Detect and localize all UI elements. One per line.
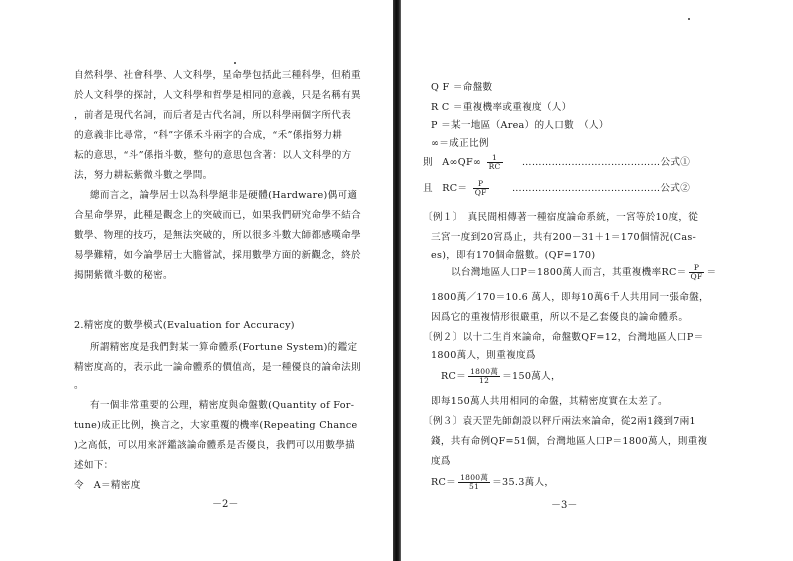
formula-1 (423, 154, 690, 171)
right-page (401, 0, 793, 561)
formula-lhs: RC＝ (431, 477, 457, 488)
text-line: 有一個非常重要的公理，精密度與命盤數(Quantity of For- (90, 400, 355, 411)
example-line: 1800萬／170＝10.6 萬人，即每10萬6千人共用同一張命盤， (431, 292, 709, 303)
text-line: 的意義非比尋常，“科”字係禾斗兩字的合成，“禾”係指努力耕 (74, 130, 343, 141)
text-line: 述如下： (74, 460, 114, 471)
text-line: )之高低，可以用來評鑑該論命體系是否優良，我們可以用數學描 (74, 440, 356, 451)
fraction-denominator: RC (488, 162, 501, 171)
formula-prefix: 且 (423, 183, 433, 194)
definition-line: Q F ＝命盤數 (431, 82, 493, 93)
text-line: 所謂精密度是我們對某一算命體系(Fortune System)的鑑定 (90, 342, 358, 353)
text-line: 自然科學、社會科學、人文科學，星命學包括此三種科學，但稍重 (74, 70, 361, 81)
page-number: －2－ (212, 499, 239, 510)
formula-2 (423, 180, 690, 197)
fraction-numerator: P (689, 264, 705, 273)
fraction (458, 474, 490, 491)
fraction (473, 180, 489, 197)
page-number: －3－ (551, 500, 578, 511)
text-line: 。 (74, 380, 84, 391)
fraction (468, 368, 500, 385)
text-line: 精密度高的，表示此一論命體系的價值高，是一種優良的論命法則 (74, 362, 361, 373)
fraction (689, 264, 705, 281)
example-2-formula (441, 368, 561, 385)
example-line: 錢，共有命例QF=51個，台灣地區人口P＝1800萬人，則重複 (431, 436, 708, 447)
section-heading: 2.精密度的數學模式(Evaluation for Accuracy) (74, 320, 295, 331)
definition-line: R C ＝重複機率或重複度（人） (431, 102, 572, 113)
text-line: 揭開紫微斗數的秘密。 (74, 270, 173, 281)
fraction-denominator: QF (690, 272, 703, 281)
example-rc-line (451, 264, 716, 281)
example-line: es)，即有170個命盤數。(QF=170) (431, 250, 596, 261)
example-line: 三宮一度到20宮爲止，共有200－31＋1＝170個情況(Cas- (431, 232, 697, 243)
example-line: 即每150萬人共用相同的命盤，其精密度實在太差了。 (431, 396, 668, 407)
example-line: 因爲它的重複情形很嚴重，所以不是乙套優良的論命體系。 (431, 312, 689, 323)
formula-lhs: RC＝ (441, 371, 467, 382)
formula-expr: A∞QF∞ (442, 157, 482, 168)
example-rc-text: 以台灣地區人口P＝1800萬人而言，其重複機率RC＝ (451, 267, 687, 278)
leader-dots: …………………………………… (521, 157, 661, 168)
text-line: 耘的意思，“斗”係指斗數，整句的意思包含著：以人文科學的方 (74, 150, 352, 161)
text-line: 令 A＝精密度 (74, 480, 141, 491)
formula-label: 公式② (660, 183, 691, 194)
text-line: 易學難精，如今論學居士大膽嘗試，採用數學方面的新觀念，終於 (74, 250, 361, 261)
fraction-numerator: 1800萬 (460, 473, 489, 482)
example-line: 〔例１〕 真民間相傳著一種宿度論命系統，一宮等於10度，從 (423, 212, 699, 223)
example-3-formula (431, 474, 554, 491)
text-line: 數學、物理的技巧，是無法突破的，所以很多斗數大師都感嘆命學 (74, 230, 361, 241)
definition-line: P ＝某一地區（Area）的人口數 （人） (431, 120, 609, 131)
example-line: 〔例２〕以十二生肖來論命，命盤數QF=12，台灣地區人口P＝ (423, 332, 704, 343)
fraction-numerator: 1 (487, 154, 503, 163)
formula-rhs: ＝150萬人， (502, 371, 561, 382)
fraction-denominator: 12 (479, 376, 490, 385)
example-rc-suffix: ＝ (706, 267, 717, 278)
fraction-denominator: 51 (469, 482, 480, 491)
fraction-denominator: QF (474, 188, 487, 197)
left-page (0, 0, 396, 561)
formula-lhs: RC＝ (442, 183, 468, 194)
text-line: 於人文科學的探討，人文科學和哲學是相同的意義，只是名稱有異 (74, 90, 361, 101)
fraction (487, 154, 503, 171)
definition-line: ∞＝成正比例 (431, 138, 489, 149)
formula-prefix: 則 (423, 157, 433, 168)
leader-dots: ……………………………………… (512, 183, 661, 194)
formula-label: 公式① (660, 157, 691, 168)
text-line: 合星命學界，此種是觀念上的突破而已，如果我們研究命學不結合 (74, 210, 361, 221)
fraction-numerator: 1800萬 (470, 367, 499, 376)
formula-rhs: ＝35.3萬人， (492, 477, 555, 488)
example-line: 〔例３〕袁天罡先師創設以秤斤兩法來論命，從2兩1錢到7兩1 (423, 416, 696, 427)
text-line: ，前者是現代名詞，而后者是古代名詞，所以科學兩個字所代表 (74, 110, 352, 121)
text-line: 法，努力耕耘紫微斗數之學問。 (74, 170, 213, 181)
text-line: 總而言之，論學居士以為科學絕非是硬體(Hardware)偶可適 (90, 190, 358, 201)
example-line: 1800萬人，則重複度爲 (431, 350, 536, 361)
fraction-numerator: P (473, 180, 489, 189)
example-line: 度爲 (431, 456, 451, 467)
text-line: tune)成正比例，換言之，大家重覆的機率(Repeating Chance (74, 420, 358, 431)
